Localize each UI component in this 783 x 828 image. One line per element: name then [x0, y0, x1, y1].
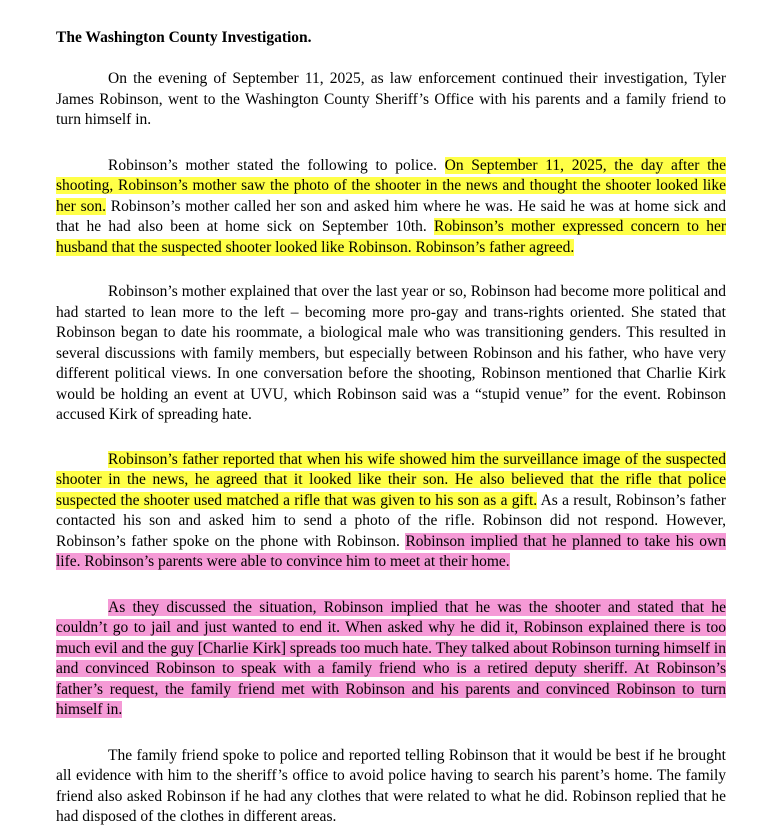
paragraph-3-text: Robinson’s mother explained that over the last year or so, Robinson had become more political and had started to lean more to the left – becoming more pro-gay and trans-rights oriented. She stated that Robinson began to date his roommate, a biological male who was transitioning genders. This resulted in several discussions with family members, but especially between Robinson and his father, who have very different political views. In one conversation before the shooting, Robinson mentioned that Charlie Kirk would be holding an event at UVU, which Robinson said was a “stupid venue” for the event. Robinson accused Kirk of spreading hate.: [56, 283, 726, 423]
paragraph-3: [56, 282, 726, 426]
pink-highlight: As they discussed the situation, Robinson implied that he was the shooter and stated that he couldn’t go to jail and just wanted to end it. When asked why he did it, Robinson explained there is too much evil and the guy [Charlie Kirk] spreads too much hate. They talked about Robinson turning himself in and convinced Robinson to speak with a family friend who is a retired deputy sheriff. At Robinson’s father’s request, the family friend met with Robinson and his parents and convinced Robinson to turn himself in.: [56, 598, 726, 718]
paragraph-6: [56, 746, 726, 828]
yellow-highlight: Robinson’s mother expressed concern to her husband that the suspected shooter looked like Robinson. Robinson’s father agreed.: [56, 218, 726, 256]
paragraph-2-text-plain: Robinson’s mother stated the following to police.: [108, 156, 445, 174]
paragraph-4: [56, 450, 726, 573]
document-title: The Washington County Investigation.: [56, 29, 312, 46]
yellow-highlight: Robinson’s father reported that when his wife showed him the surveillance image of the suspected shooter in the news, he agreed that it looked like their son. He also believed that the rifle that police suspected the shooter used matched a rifle that was given to his son as a gift.: [56, 450, 726, 509]
paragraph-4-text-plain: As a result, Robinson’s father contacted his son and asked him to send a photo of the rifle. Robinson did not respond. However, Robinson’s father spoke on the phone with Robinson.: [56, 491, 726, 550]
paragraph-6-text: The family friend spoke to police and reported telling Robinson that it would be best if he brought all evidence with him to the sheriff’s office to avoid police having to search his parent’s home. The family friend also asked Robinson if he had any clothes that were related to what he did. Robinson replied that he had disposed of the clothes in different areas.: [56, 746, 726, 825]
paragraph-2: [56, 156, 726, 259]
yellow-highlight: On September 11, 2025, the day after the shooting, Robinson’s mother saw the photo of the shooter in the news and thought the shooter looked like her son.: [56, 156, 727, 215]
paragraph-5: [56, 598, 726, 721]
paragraph-1-text: On the evening of September 11, 2025, as law enforcement continued their investigation, Tyler James Robinson, went to the Washington County Sheriff’s Office with his parents and a family friend to turn himself in.: [56, 70, 726, 128]
paragraph-2-text-plain: Robinson’s mother called her son and asked him where he was. He said he was at home sick and that he had also been at home sick on September 10th.: [56, 197, 727, 235]
paragraph-1: [56, 69, 726, 131]
pink-highlight: Robinson implied that he planned to take his own life. Robinson’s parents were able to convince him to meet at their home.: [56, 532, 726, 570]
document-page: [56, 28, 726, 828]
